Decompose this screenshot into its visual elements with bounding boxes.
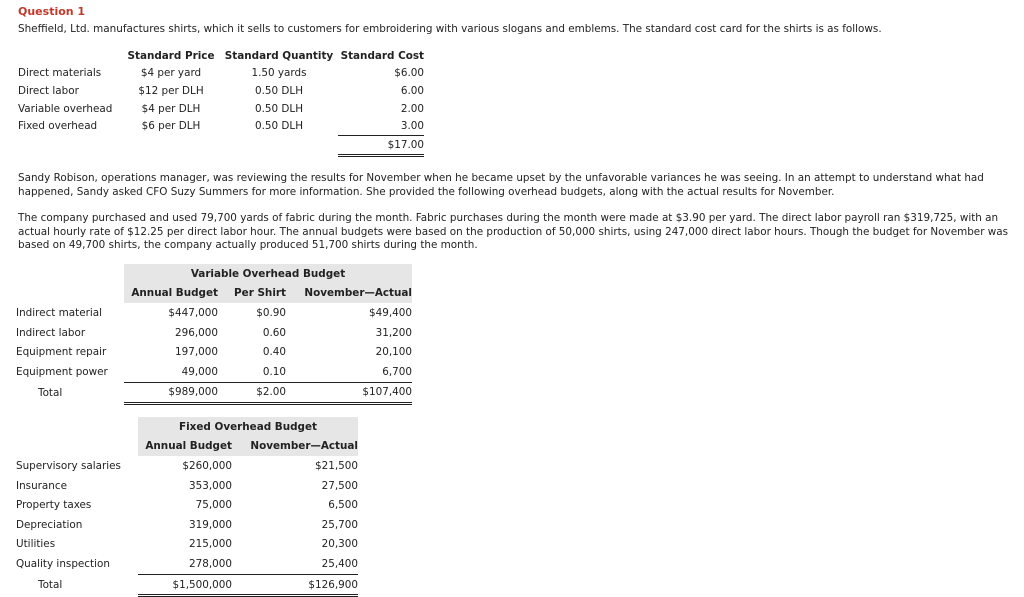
row-actual: 25,700: [321, 518, 358, 531]
row-price: $4 per DLH: [141, 102, 201, 115]
row-label: Utilities: [16, 538, 56, 551]
table-row: [16, 456, 358, 476]
row-annual: 215,000: [189, 538, 232, 551]
table-row: [16, 495, 358, 515]
row-label: Direct materials: [18, 67, 102, 80]
row-actual: 20,100: [375, 346, 412, 359]
row-annual: 296,000: [175, 326, 218, 339]
row-label: Equipment power: [16, 366, 108, 379]
row-actual: 31,200: [375, 326, 412, 339]
row-quantity: 0.50 DLH: [254, 120, 304, 133]
row-price: $4 per yard: [140, 67, 202, 80]
table-row: [18, 82, 424, 100]
total-row: [16, 382, 412, 404]
row-label: Indirect material: [16, 306, 103, 319]
total-label: Total: [38, 386, 63, 399]
total-per-shirt: $2.00: [218, 382, 286, 404]
row-annual: 197,000: [175, 346, 218, 359]
row-label: Equipment repair: [16, 346, 107, 359]
header-standard-cost: Standard Cost: [340, 49, 424, 62]
question-title: Question 1: [18, 5, 86, 18]
total-annual: $989,000: [124, 382, 218, 404]
standard-cost-total: $17.00: [338, 135, 424, 155]
paragraph-1: Sandy Robison, operations manager, was reviewing the results for November when he became upset by the unfavorable variances he was seeing. In an attempt to understand what had happened, Sandy asked CFO Suzy Summers for more information. She provided the following overhead budgets, along with the actual results for November.: [18, 172, 984, 198]
table-row: [16, 362, 412, 382]
row-actual: 6,500: [328, 499, 358, 512]
row-annual: 353,000: [189, 479, 232, 492]
row-annual: 278,000: [138, 554, 232, 574]
row-actual: 6,700: [286, 362, 412, 382]
variable-overhead-table: [16, 264, 412, 405]
header-standard-quantity: Standard Quantity: [224, 49, 334, 62]
paragraph-2: The company purchased and used 79,700 yards of fabric during the month. Fabric purchases during the month were made at $3.90 per yard. The direct labor payroll ran $319,725, with an actual hourly rate of $12.25 per direct labor hour. The annual budgets were based on the production of 50,000 shirts, using 247,000 direct labor hours. Though the budget for November was based on 49,700 shirts, the company actually produced 51,700 shirts during the month.: [18, 212, 1009, 251]
table-row: [16, 535, 358, 555]
row-label: Direct labor: [18, 84, 79, 97]
total-actual: $107,400: [286, 382, 412, 404]
row-per-shirt: $0.90: [256, 306, 286, 319]
fixed-overhead-title: Fixed Overhead Budget: [138, 417, 358, 437]
total-annual: $1,500,000: [138, 574, 232, 596]
total-row: [16, 574, 358, 596]
table-row: [18, 65, 424, 83]
header-per-shirt: Per Shirt: [218, 284, 286, 304]
row-cost: 6.00: [400, 84, 424, 97]
variable-overhead-title: Variable Overhead Budget: [124, 264, 412, 284]
table-row: [16, 476, 358, 496]
header-november-actual: November—Actual: [232, 437, 358, 457]
row-annual: $260,000: [182, 459, 232, 472]
row-per-shirt: 0.40: [262, 346, 286, 359]
row-actual: 20,300: [321, 538, 358, 551]
row-cost: $6.00: [394, 67, 424, 80]
row-label: Quality inspection: [16, 558, 110, 571]
intro-text: Sheffield, Ltd. manufactures shirts, which it sells to customers for embroidering with various slogans and emblems. The standard cost card for the shirts is as follows.: [18, 23, 882, 35]
row-annual: 49,000: [124, 362, 218, 382]
row-price: $12 per DLH: [138, 84, 204, 97]
header-standard-price: Standard Price: [127, 49, 215, 62]
row-cost: 2.00: [400, 102, 424, 115]
table-row: [16, 515, 358, 535]
row-quantity: 0.50 DLH: [254, 102, 304, 115]
standard-cost-table: [18, 47, 424, 157]
row-quantity: 0.50 DLH: [254, 84, 304, 97]
row-label: Depreciation: [16, 518, 83, 531]
row-per-shirt: 0.60: [262, 326, 286, 339]
total-label: Total: [38, 579, 63, 592]
row-actual: 27,500: [321, 479, 358, 492]
row-label: Insurance: [16, 479, 67, 492]
table-row: [16, 342, 412, 362]
fixed-overhead-table: [16, 417, 358, 597]
table-row: [16, 554, 358, 574]
row-cost: 3.00: [338, 117, 424, 135]
row-label: Property taxes: [16, 499, 92, 512]
row-per-shirt: 0.10: [218, 362, 286, 382]
row-label: Variable overhead: [18, 102, 113, 115]
total-actual: $126,900: [232, 574, 358, 596]
table-row: [16, 323, 412, 343]
row-label: Supervisory salaries: [16, 459, 121, 472]
table-row: [18, 100, 424, 118]
row-label: Indirect labor: [16, 326, 86, 339]
header-annual-budget: Annual Budget: [124, 284, 218, 304]
row-annual: $447,000: [168, 306, 218, 319]
total-row: [18, 135, 424, 155]
row-label: Fixed overhead: [18, 120, 98, 133]
row-quantity: 1.50 yards: [251, 67, 307, 80]
row-actual: $49,400: [369, 306, 412, 319]
header-november-actual: November—Actual: [286, 284, 412, 304]
row-price: $6 per DLH: [141, 120, 201, 133]
header-annual-budget: Annual Budget: [138, 437, 232, 457]
row-actual: $21,500: [315, 459, 358, 472]
row-annual: 75,000: [195, 499, 232, 512]
table-row: [18, 117, 424, 135]
row-actual: 25,400: [232, 554, 358, 574]
row-annual: 319,000: [189, 518, 232, 531]
table-row: [16, 303, 412, 323]
